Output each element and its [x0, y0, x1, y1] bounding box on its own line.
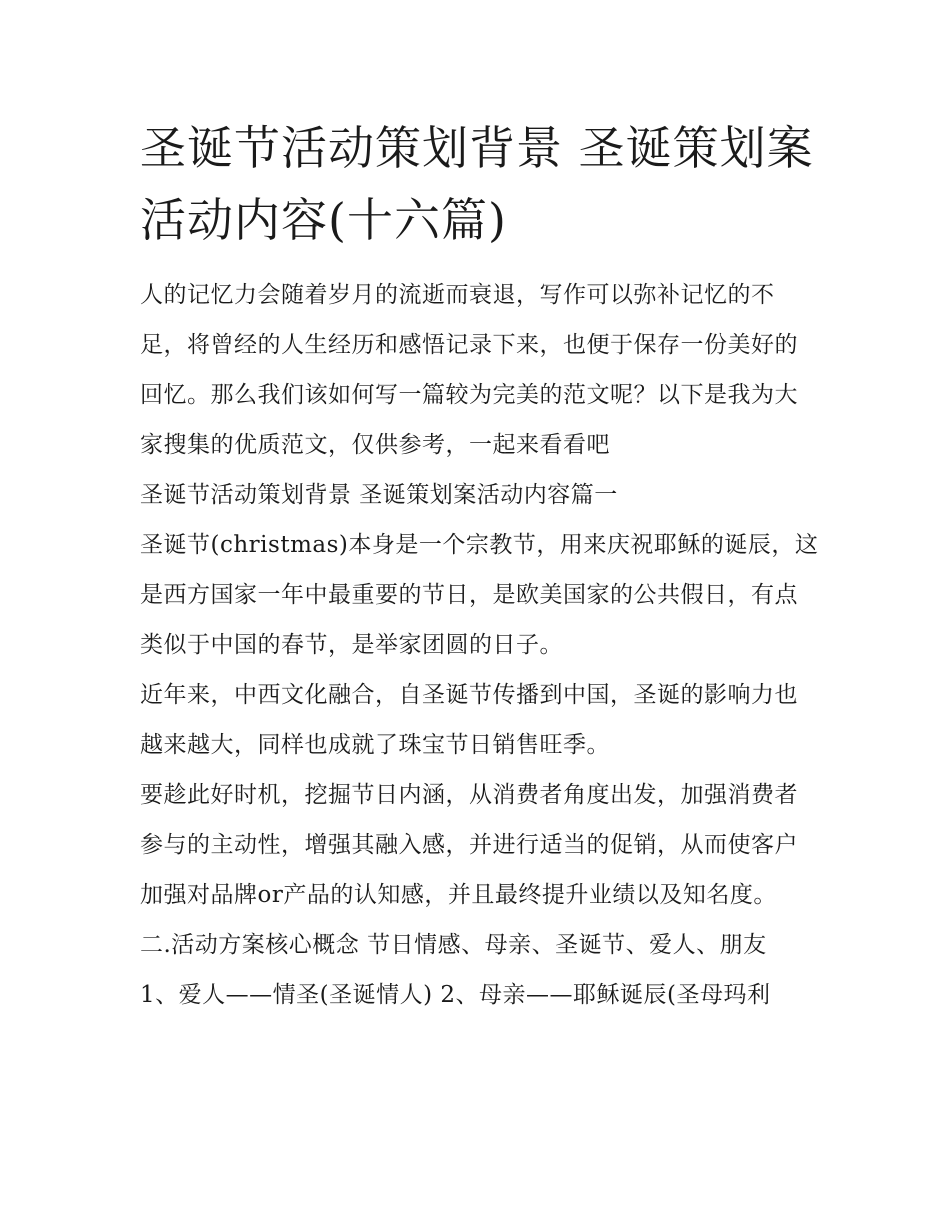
paragraph-christmas-origin: 圣诞节(christmas)本身是一个宗教节，用来庆祝耶稣的诞辰，这是西方国家一年中最重要的节日，是欧美国家的公共假日，有点类似于中国的春节，是举家团圆的日子。	[140, 532, 819, 658]
paragraph-list-items: 1、爱人——情圣(圣诞情人) 2、母亲——耶稣诞辰(圣母玛利	[140, 982, 771, 1008]
document-title: 圣诞节活动策划背景 圣诞策划案活动内容(十六篇)	[140, 121, 814, 247]
section-heading-1: 圣诞节活动策划背景 圣诞策划案活动内容篇一	[140, 482, 618, 508]
paragraph-intro: 人的记忆力会随着岁月的流逝而衰退，写作可以弥补记忆的不足，将曾经的人生经历和感悟记录下来，也便于保存一份美好的回忆。那么我们该如何写一篇较为完美的范文呢？以下是我为大家搜集的优质范文，仅供参考，一起来看看吧	[140, 282, 798, 458]
paragraph-cultural-fusion: 近年来，中西文化融合，自圣诞节传播到中国，圣诞的影响力也越来越大，同样也成就了珠宝节日销售旺季。	[140, 682, 798, 758]
paragraph-core-concept: 二.活动方案核心概念 节日情感、母亲、圣诞节、爱人、朋友	[140, 932, 767, 958]
paragraph-opportunity: 要趁此好时机，挖掘节日内涵，从消费者角度出发，加强消费者参与的主动性，增强其融入感，并进行适当的促销，从而使客户加强对品牌or产品的认知感，并且最终提升业绩以及知名度。	[140, 782, 798, 908]
document-page	[140, 112, 820, 1020]
